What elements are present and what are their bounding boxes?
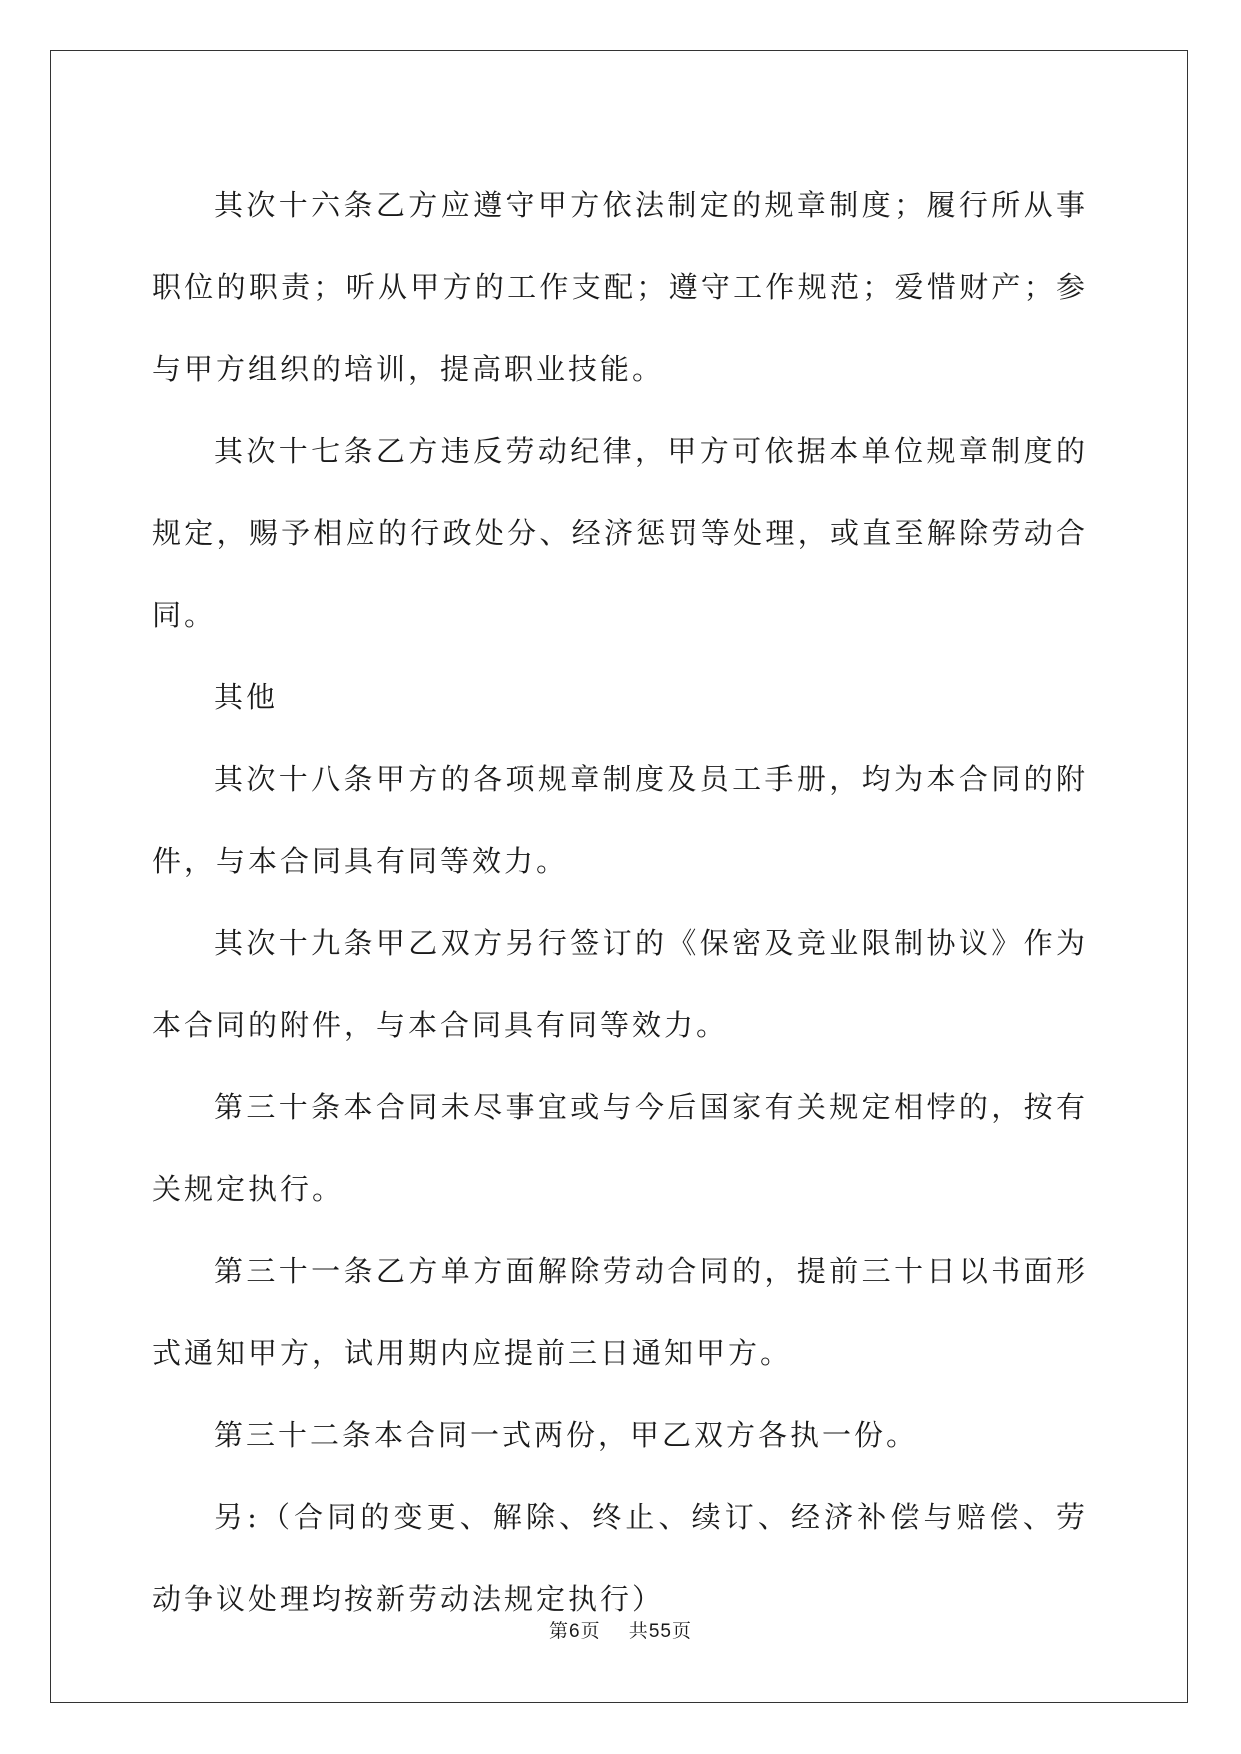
paragraph-article-17: 其次十七条乙方违反劳动纪律，甲方可依据本单位规章制度的规定，赐予相应的行政处分、经济惩罚等处理，或直至解除劳动合同。 xyxy=(152,434,1088,632)
total-suffix: 页 xyxy=(671,1620,692,1642)
page-suffix: 页 xyxy=(580,1620,601,1642)
paragraph-article-32: 第三十二条本合同一式两份，甲乙双方各执一份。 xyxy=(214,1418,919,1452)
total-pages: 55 xyxy=(648,1621,672,1642)
page-prefix: 第 xyxy=(549,1620,570,1642)
paragraph-article-16: 其次十六条乙方应遵守甲方依法制定的规章制度；履行所从事职位的职责；听从甲方的工作支配；遵守工作规范；爱惜财产；参与甲方组织的培训，提高职业技能。 xyxy=(152,188,1088,386)
paragraph-supplement-note: 另:（合同的变更、解除、终止、续订、经济补偿与赔偿、劳动争议处理均按新劳动法规定执行） xyxy=(152,1500,1088,1616)
paragraph-article-19: 其次十九条甲乙双方另行签订的《保密及竞业限制协议》作为本合同的附件，与本合同具有同等效力。 xyxy=(152,926,1088,1042)
paragraph-article-18: 其次十八条甲方的各项规章制度及员工手册，均为本合同的附件，与本合同具有同等效力。 xyxy=(152,762,1088,878)
page-footer xyxy=(0,1616,1241,1643)
paragraph-article-31: 第三十一条乙方单方面解除劳动合同的，提前三十日以书面形式通知甲方，试用期内应提前三日通知甲方。 xyxy=(152,1254,1088,1370)
paragraph-article-30: 第三十条本合同未尽事宜或与今后国家有关规定相悖的，按有关规定执行。 xyxy=(152,1090,1088,1206)
section-heading-other: 其他 xyxy=(214,680,279,714)
document-body xyxy=(152,164,1088,1640)
total-prefix: 共 xyxy=(628,1620,649,1642)
page-number: 6 xyxy=(569,1621,581,1642)
